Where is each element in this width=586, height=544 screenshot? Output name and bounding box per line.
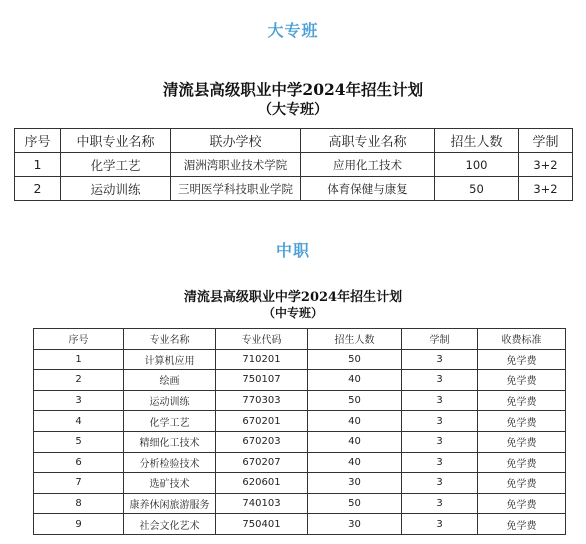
table-cell: 670203	[216, 431, 308, 452]
table-row	[34, 473, 566, 494]
table-row	[34, 431, 566, 452]
table-row	[34, 411, 566, 432]
table-row	[34, 493, 566, 514]
table-cell: 化学工艺	[61, 153, 171, 177]
table-cell: 绘画	[124, 370, 216, 391]
section-heading-dazhuan: 大专班	[267, 21, 319, 40]
table-cell: 40	[308, 452, 402, 473]
table-row	[15, 177, 573, 201]
table-row	[34, 349, 566, 370]
table-cell: 1	[15, 153, 61, 177]
zhongzhuan-plan-table	[33, 328, 566, 535]
table-cell: 计算机应用	[124, 349, 216, 370]
table-cell: 免学费	[478, 431, 566, 452]
table-cell: 50	[308, 390, 402, 411]
table-row	[34, 370, 566, 391]
table-row	[15, 153, 573, 177]
table-cell: 750107	[216, 370, 308, 391]
header-cell: 序号	[15, 129, 61, 153]
header-cell: 学制	[519, 129, 573, 153]
table-cell: 分析检验技术	[124, 452, 216, 473]
table-cell: 740103	[216, 493, 308, 514]
table-cell: 运动训练	[61, 177, 171, 201]
dazhuan-plan-subtitle: （大专班）	[258, 102, 328, 118]
table-cell: 9	[34, 514, 124, 535]
table-cell: 三明医学科技职业学院	[171, 177, 301, 201]
table-row	[34, 514, 566, 535]
table-cell: 4	[34, 411, 124, 432]
table-cell: 体育保健与康复	[301, 177, 435, 201]
table-cell: 免学费	[478, 390, 566, 411]
table-cell: 3	[402, 514, 478, 535]
header-cell: 招生人数	[435, 129, 519, 153]
table-cell: 620601	[216, 473, 308, 494]
table-cell: 100	[435, 153, 519, 177]
table-cell: 40	[308, 431, 402, 452]
table-cell: 50	[308, 493, 402, 514]
table-cell: 2	[15, 177, 61, 201]
table-cell: 3	[402, 431, 478, 452]
table-cell: 50	[308, 349, 402, 370]
zhongzhuan-plan-subtitle: （中专班）	[262, 306, 323, 320]
table-cell: 30	[308, 514, 402, 535]
header-cell: 联办学校	[171, 129, 301, 153]
table-cell: 化学工艺	[124, 411, 216, 432]
table-cell: 3+2	[519, 153, 573, 177]
dazhuan-plan-table	[14, 128, 573, 201]
table-cell: 670207	[216, 452, 308, 473]
table-cell: 750401	[216, 514, 308, 535]
table-cell: 3	[402, 390, 478, 411]
table-cell: 3	[402, 452, 478, 473]
table-cell: 免学费	[478, 411, 566, 432]
table-cell: 40	[308, 411, 402, 432]
table-row	[34, 452, 566, 473]
dazhuan-plan-title: 清流县高级职业中学2024年招生计划	[162, 80, 424, 99]
table-cell: 康养休闲旅游服务	[124, 493, 216, 514]
table-cell: 免学费	[478, 452, 566, 473]
table-cell: 社会文化艺术	[124, 514, 216, 535]
table-header-row	[15, 129, 573, 153]
table-row	[34, 390, 566, 411]
table-cell: 湄洲湾职业技术学院	[171, 153, 301, 177]
table-cell: 免学费	[478, 514, 566, 535]
header-cell: 专业代码	[216, 329, 308, 350]
section-heading-zhongzhi: 中职	[275, 241, 310, 260]
table-cell: 运动训练	[124, 390, 216, 411]
table-cell: 670201	[216, 411, 308, 432]
table-cell: 免学费	[478, 370, 566, 391]
table-cell: 免学费	[478, 349, 566, 370]
table-cell: 免学费	[478, 493, 566, 514]
table-cell: 770303	[216, 390, 308, 411]
table-cell: 5	[34, 431, 124, 452]
table-cell: 8	[34, 493, 124, 514]
table-cell: 710201	[216, 349, 308, 370]
header-cell: 中职专业名称	[61, 129, 171, 153]
table-cell: 选矿技术	[124, 473, 216, 494]
table-header-row	[34, 329, 566, 350]
header-cell: 收费标准	[478, 329, 566, 350]
table-cell: 3	[34, 390, 124, 411]
table-cell: 50	[435, 177, 519, 201]
zhongzhuan-plan-title: 清流县高级职业中学2024年招生计划	[183, 290, 403, 305]
table-cell: 1	[34, 349, 124, 370]
table-cell: 30	[308, 473, 402, 494]
header-cell: 高职专业名称	[301, 129, 435, 153]
header-cell: 专业名称	[124, 329, 216, 350]
table-cell: 免学费	[478, 473, 566, 494]
table-cell: 6	[34, 452, 124, 473]
table-cell: 应用化工技术	[301, 153, 435, 177]
table-cell: 3	[402, 349, 478, 370]
table-cell: 40	[308, 370, 402, 391]
table-cell: 3	[402, 473, 478, 494]
header-cell: 序号	[34, 329, 124, 350]
table-cell: 3	[402, 493, 478, 514]
header-cell: 学制	[402, 329, 478, 350]
header-cell: 招生人数	[308, 329, 402, 350]
table-cell: 3	[402, 411, 478, 432]
table-cell: 2	[34, 370, 124, 391]
table-cell: 7	[34, 473, 124, 494]
table-cell: 3	[402, 370, 478, 391]
table-cell: 3+2	[519, 177, 573, 201]
table-cell: 精细化工技术	[124, 431, 216, 452]
